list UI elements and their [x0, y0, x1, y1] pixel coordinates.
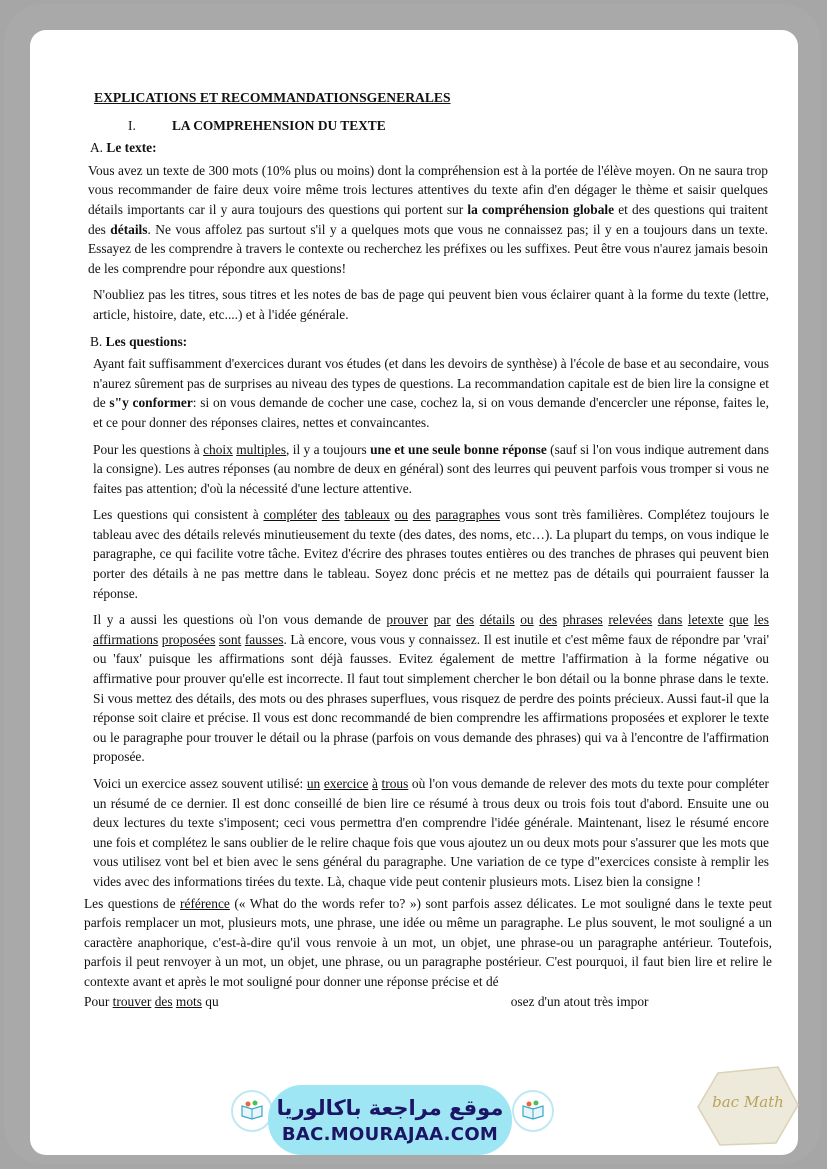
- section-title: [88, 116, 768, 136]
- book-logo-icon: [231, 1090, 273, 1132]
- paragraph-trouver: Pour trouver des mots qu osez d'un atout très impor: [84, 993, 649, 1009]
- paragraph-completer: Les questions qui consistent à compléter des tableaux ou des paragraphes vous sont très familières. Complétez toujours le tableau avec des détails relevés minutieusement du texte (des dates, des noms, etc…). La plupart du temps, on vous indique le paragraphe, ce qui facilite votre tâche. Evitez d'écrire des phrases toutes entières ou des tranches de phrases qui peuvent bien porter des détails à ne pas mettre dans le tableau. Soyez donc précis et ne mettez pas de détails qui pourraient fausser la réponse.: [93, 507, 770, 601]
- part-a-title: [90, 138, 768, 158]
- paragraph-prouver: Il y a aussi les questions où l'on vous demande de prouver par des détails ou des phrases relevées dans letexte que les affirmations proposées sont fausses. Là encore, vous vous y connaissez. Il est inutile et c'est même faux de répondre par 'vrai' ou 'faux' puisque les affirmations sont déjà fausses. Evitez également de mettre l'affirmation à la forme négative ou affirmative pour prouver qu'elle est incorrecte. Il faut tout simplement chercher le bon détail ou la bonne phrase dans le texte. Si vous mettez des détails, des mots ou des phrases superflues, vous risquez de perdre des points précieux. Aussi faut-il que la réponse soit claire et précise. Il vous est donc recommandé de bien comprendre les affirmations proposées et explorer le texte ou le paragraphe pour trouver le détail ou la phrase (parfois on vous demande des phrases) qui va à l'encontre de l'affirmation proposée.: [93, 612, 769, 765]
- watermark-url[interactable]: BAC.MOURAJAA.COM: [281, 1124, 499, 1145]
- part-a-letter: A.: [90, 140, 104, 156]
- bac-math-logo-text: bac Math: [712, 1093, 784, 1111]
- document-page: [30, 30, 798, 1155]
- paragraph-exercice-trous: Voici un exercice assez souvent utilisé: un exercice à trous où l'on vous demande de relever des mots du texte pour compléter un résumé de ce dernier. Il est donc conseillé de bien lire ce résumé à trous deux ou trois fois tout d'abord. Ensuite une ou deux lectures du texte s'imposent; ceci vous permettra d'en comprendre l'idée générale. Maintenant, lisez le résumé encore une fois et complétez le sans oublier de le relire chaque fois que vous ajoutez un ou deux mots pour s'assurer que les mots que vous utilisez vont bel et bien avec le sens général du paragraphe. Une variation de ce type d"exercices consiste à remplir les vides avec des informations tirées du texte. Là, chaque vide peut contenir plusieurs mots. Lisez bien la consigne !: [93, 776, 769, 889]
- document-content: [84, 88, 772, 1011]
- paragraph-titles: N'oubliez pas les titres, sous titres et les notes de bas de page qui peuvent bien vous éclairer quant à la forme du texte (lettre, article, histoire, date, etc....) et à l'idée générale.: [93, 287, 769, 322]
- watermark-arabic-title: موقع مراجعة باكالوريا: [276, 1096, 504, 1120]
- bac-math-logo: [696, 1063, 800, 1147]
- book-logo-icon-right: [512, 1090, 554, 1132]
- paragraph-choix-multiples: Pour les questions à choix multiples, il y a toujours une et une seule bonne réponse (sauf si l'on vous indique autrement dans la consigne). Les autres réponses (au nombre de deux en général) sont des leurres qui peuvent parfois vous tromper si vous ne faites pas attention; d'où la nécessité d'une lecture attentive.: [93, 441, 770, 496]
- part-b-title: [90, 332, 768, 352]
- part-a-title-text: Le texte:: [106, 140, 157, 156]
- section-number: I.: [128, 117, 136, 133]
- watermark-badge[interactable]: [268, 1085, 512, 1155]
- part-b-title-text: Les questions:: [105, 333, 188, 349]
- paragraph-reference: Les questions de référence (« What do the words refer to? ») sont parfois assez délicates. Le mot souligné dans le texte peut parfois remplacer un mot, plusieurs mots, une phrase, une idée ou même un paragraphe. Le plus souvent, le mot souligné a un caractère anaphorique, c'est-à-dire qu'il vous renvoie à un mot, un objet, une phrase-ou un paragraphe antérieur. Toutefois, parfois il peut renvoyer à un mot, un objet, une phrase, ou un paragraphe postérieur. C'est pourquoi, il faut bien lire et relire le contexte avant et après le mot souligné pour donner une réponse précise et dé: [84, 895, 772, 989]
- paragraph-text-intro: Vous avez un texte de 300 mots (10% plus ou moins) dont la compréhension est à la portée de l'élève moyen. On ne saura trop vous recommander de faire deux voire même trois lectures attentives du texte afin d'en dégager le thème et saisir quelques détails importants car il y aura toujours des questions qui portent sur la compréhension globale et des questions qui traitent des détails. Ne vous affolez pas surtout s'il y a quelques mots que vous ne connaissez pas; il y en a toujours dans un texte. Essayez de les comprendre à travers le contexte ou recherchez les préfixes ou les suffixes. Peut être vous n'aurez jamais besoin de les comprendre pour répondre aux questions!: [88, 162, 768, 276]
- page-heading: EXPLICATIONS ET RECOMMANDATIONSGENERALES: [94, 90, 451, 105]
- section-title-text: LA COMPREHENSION DU TEXTE: [172, 117, 386, 133]
- paragraph-consigne: Ayant fait suffisamment d'exercices durant vos études (et dans les devoirs de synthèse) à l'école de base et au secondaire, vous n'aurez sûrement pas de surprises au niveau des types de questions. La recommandation capitale est de bien lire la consigne et de s"y conformer: si on vous demande de cocher une case, cochez la, si on vous demande d'encercler une réponse, faites le, et ce pour donner des réponses claires, nettes et convaincantes.: [93, 356, 769, 430]
- part-b-letter: B.: [90, 333, 103, 349]
